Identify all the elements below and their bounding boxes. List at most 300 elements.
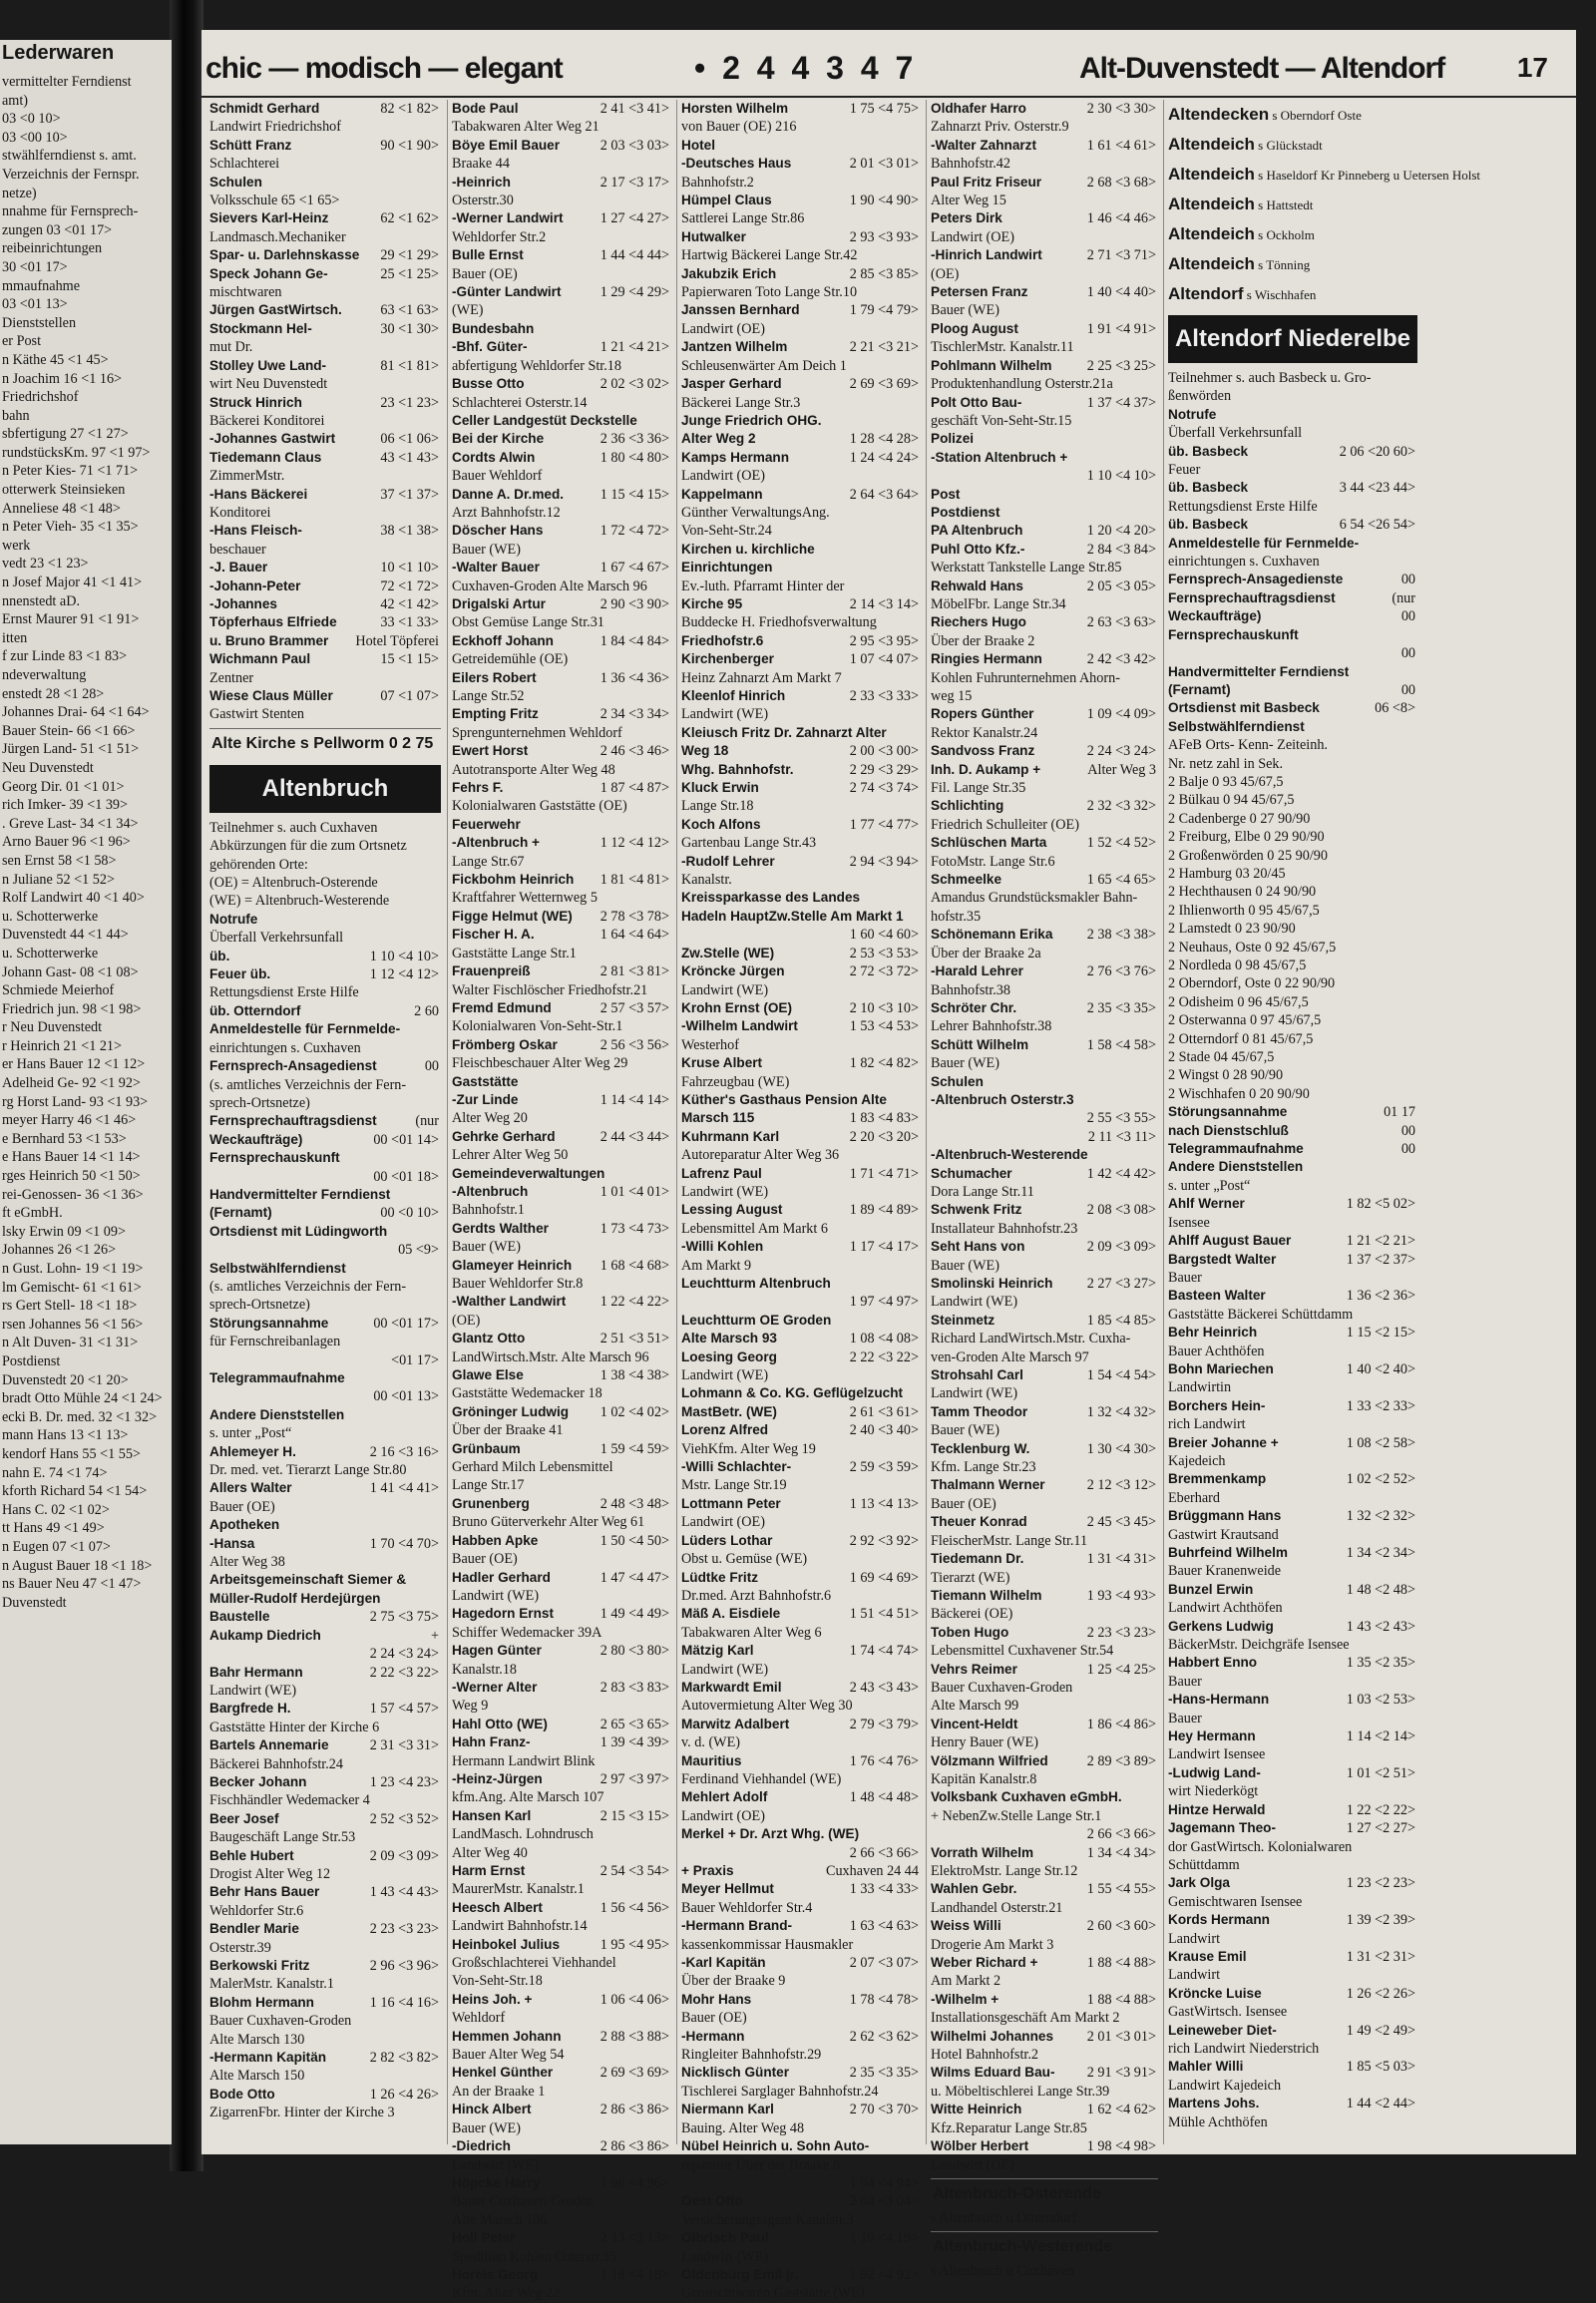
entry-detail: Osterstr.30 bbox=[452, 192, 514, 209]
entry-detail: Bauer (OE) bbox=[452, 265, 518, 282]
entry-detail: 2 Hamburg 03 20/45 bbox=[1168, 865, 1286, 882]
listing-entry bbox=[452, 999, 671, 1017]
entry-detail: Landwirt (OE) bbox=[681, 320, 765, 337]
entry-name: Stockmann Hel- bbox=[209, 320, 312, 336]
entry-name: Loesing Georg bbox=[681, 1348, 777, 1364]
entry-number: 1 88 <4 88> bbox=[1086, 1991, 1156, 2008]
entry-detail: Bauer Kranenweide bbox=[1168, 1563, 1282, 1580]
entry-number: 2 70 <3 70> bbox=[849, 2102, 919, 2118]
entry-name: Jantzen Wilhelm bbox=[681, 339, 788, 355]
left-page-line: Friedrich jun. 98 <1 98> bbox=[2, 1000, 142, 1017]
listing-entry bbox=[452, 1495, 671, 1513]
left-page-line: mmaufnahme bbox=[2, 277, 81, 294]
left-page-line: e Hans Bauer 14 <1 14> bbox=[2, 1149, 141, 1166]
listing-entry bbox=[1168, 1727, 1417, 1745]
entry-number: 1 27 <2 27> bbox=[1346, 1820, 1415, 1837]
listing-entry bbox=[931, 1788, 1158, 1806]
left-page-line: tt Hans 49 <1 49> bbox=[2, 1520, 105, 1537]
entry-number: 1 53 <4 53> bbox=[849, 1018, 919, 1035]
entry-detail: Spedition Kohlen Osterstr.35 bbox=[452, 2248, 617, 2265]
listing-entry bbox=[209, 2049, 441, 2067]
listing-entry bbox=[452, 522, 671, 540]
entry-name: Harm Ernst bbox=[452, 1863, 526, 1878]
listing-entry bbox=[931, 834, 1158, 852]
entry-name: Müller-Rudolf Herdejürgen bbox=[209, 1590, 381, 1606]
entry-detail: Bauer (WE) bbox=[931, 1257, 999, 1274]
entry-name: üb. Basbeck bbox=[1168, 480, 1249, 496]
entry-name: Bundesbahn bbox=[452, 320, 535, 336]
entry-number: 2 44 <3 44> bbox=[599, 1128, 669, 1145]
listing-entry bbox=[1168, 626, 1417, 644]
left-page-line: lm Gemischt- 61 <1 61> bbox=[2, 1279, 142, 1296]
entry-number: 1 85 <4 85> bbox=[1086, 1312, 1156, 1329]
listing-entry bbox=[931, 100, 1158, 118]
listing-entry bbox=[452, 209, 671, 227]
left-page-line: r Heinrich 21 <1 21> bbox=[2, 1037, 123, 1054]
entry-detail: Volksschule 65 <1 65> bbox=[209, 192, 340, 209]
left-page-line: u. Schotterwerke bbox=[2, 945, 99, 961]
listing-entry bbox=[681, 228, 921, 246]
left-page-line: Hans C. 02 <1 02> bbox=[2, 1501, 110, 1518]
listing-entry bbox=[681, 559, 921, 576]
entry-name: Strohsahl Carl bbox=[931, 1367, 1023, 1383]
entry-number: 1 43 <4 43> bbox=[369, 1884, 439, 1901]
entry-number: 2 11 <3 11> bbox=[1087, 1128, 1156, 1145]
listing-entry bbox=[452, 595, 671, 613]
entry-name: Speck Johann Ge- bbox=[209, 265, 328, 281]
listing-entry bbox=[1168, 1232, 1417, 1250]
left-page-line: ecki B. Dr. med. 32 <1 32> bbox=[2, 1408, 158, 1425]
left-page-line: e Bernhard 53 <1 53> bbox=[2, 1130, 127, 1147]
entry-detail: (OE) bbox=[931, 265, 960, 282]
place-name: Altendeich bbox=[1168, 254, 1255, 273]
entry-number: 01 17 bbox=[1384, 1104, 1415, 1121]
listing-entry bbox=[931, 871, 1158, 889]
entry-name: Völzmann Wilfried bbox=[931, 1752, 1048, 1768]
entry-number: 1 17 <4 17> bbox=[849, 1239, 919, 1256]
entry-detail: Bauer (OE) bbox=[209, 1498, 275, 1515]
listing-entry bbox=[1168, 443, 1417, 461]
entry-number bbox=[919, 137, 921, 155]
entry-name: Sandvoss Franz bbox=[931, 743, 1035, 759]
entry-name: -Walther Landwirt bbox=[452, 1294, 567, 1310]
entry-detail: Kolonialwaren Gaststätte (OE) bbox=[452, 798, 627, 815]
entry-name: Polt Otto Bau- bbox=[931, 394, 1022, 410]
entry-name: Alter Weg 2 bbox=[681, 431, 756, 447]
listing-entry bbox=[452, 1733, 671, 1751]
listing-entry bbox=[1168, 1874, 1417, 1892]
entry-detail: Bauer bbox=[1168, 1710, 1202, 1727]
listing-entry bbox=[209, 320, 441, 338]
entry-name: Janssen Bernhard bbox=[681, 302, 800, 318]
listing-entry bbox=[452, 1716, 671, 1733]
entry-number: 2 22 <3 22> bbox=[369, 1664, 439, 1681]
entry-detail: Autovermietung Alter Weg 30 bbox=[681, 1698, 853, 1715]
entry-number bbox=[439, 1186, 441, 1204]
entry-name: Telegrammaufnahme bbox=[209, 1370, 345, 1385]
entry-detail: Am Markt 9 bbox=[681, 1257, 752, 1274]
entry-detail: Bäckerei (OE) bbox=[931, 1606, 1013, 1623]
entry-detail: Schiffer Wedemacker 39A bbox=[452, 1624, 602, 1641]
entry-number bbox=[1156, 1091, 1158, 1109]
entry-detail: Henry Bauer (WE) bbox=[931, 1734, 1038, 1751]
listing-entry bbox=[931, 320, 1158, 338]
entry-number: 2 43 <3 43> bbox=[849, 1679, 919, 1696]
entry-name: -Wilhelm Landwirt bbox=[681, 1018, 798, 1034]
entry-name: Tamm Theodor bbox=[931, 1403, 1028, 1419]
entry-name: Busse Otto bbox=[452, 376, 525, 392]
entry-number: 2 27 <3 27> bbox=[1086, 1276, 1156, 1292]
entry-name: Brüggmann Hans bbox=[1168, 1508, 1282, 1524]
entry-name: Bendler Marie bbox=[209, 1921, 299, 1937]
entry-name: Kleiusch Fritz Dr. Zahnarzt Alter bbox=[681, 724, 887, 740]
listing-entry bbox=[931, 1550, 1158, 1568]
entry-detail: Papierwaren Toto Lange Str.10 bbox=[681, 284, 858, 301]
entry-number: 1 26 <2 26> bbox=[1346, 1985, 1415, 2002]
entry-name: Vehrs Reimer bbox=[931, 1661, 1017, 1677]
entry-number: 1 07 <4 07> bbox=[849, 651, 919, 668]
entry-name: Bartels Annemarie bbox=[209, 1737, 329, 1753]
entry-number: 2 69 <3 69> bbox=[849, 376, 919, 393]
entry-number: 06 <8> bbox=[1375, 700, 1415, 717]
place-reference bbox=[1168, 100, 1417, 130]
listing-entry bbox=[931, 2101, 1158, 2118]
entry-number: 2 04 <3 04> bbox=[849, 2193, 919, 2210]
listing-entry bbox=[209, 137, 441, 155]
listing-entry bbox=[681, 2229, 921, 2247]
entry-number: 2 10 <3 10> bbox=[849, 999, 919, 1016]
entry-detail: Feuer bbox=[1168, 462, 1201, 479]
listing-entry bbox=[209, 1387, 441, 1405]
listing-entry bbox=[209, 430, 441, 448]
entry-detail: 2 Osterwanna 0 97 45/67,5 bbox=[1168, 1012, 1322, 1029]
entry-detail: Tabakwaren Alter Weg 21 bbox=[452, 119, 599, 136]
entry-detail: Bauer Wehldorf bbox=[452, 468, 543, 485]
entry-name: u. Bruno Brammer bbox=[209, 632, 329, 648]
entry-name: Schlichting bbox=[931, 798, 1004, 814]
entry-detail: Richard LandWirtsch.Mstr. Cuxha- bbox=[931, 1331, 1131, 1347]
entry-name: üb. Basbeck bbox=[1168, 517, 1249, 533]
listing-entry bbox=[681, 853, 921, 871]
entry-name: -Werner Landwirt bbox=[452, 210, 564, 226]
entry-name: Jagemann Theo- bbox=[1168, 1820, 1277, 1836]
listing-entry bbox=[681, 449, 921, 467]
listing-entry bbox=[209, 1369, 441, 1387]
entry-detail: Dora Lange Str.11 bbox=[931, 1183, 1034, 1200]
entry-number: 81 <1 81> bbox=[380, 357, 439, 374]
entry-number: 1 44 <4 44> bbox=[599, 247, 669, 264]
entry-detail: Versicherungsagent Kanalstr.3 bbox=[681, 2211, 854, 2228]
entry-name: Kirche 95 bbox=[681, 595, 743, 611]
listing-entry bbox=[681, 412, 921, 430]
entry-number: 1 51 <4 51> bbox=[849, 1606, 919, 1623]
entry-number: 2 45 <3 45> bbox=[1086, 1514, 1156, 1531]
listing-entry bbox=[931, 1073, 1158, 1091]
entry-detail: FleischerMstr. Lange Str.11 bbox=[931, 1532, 1088, 1549]
entry-name: Sievers Karl-Heinz bbox=[209, 210, 329, 226]
entry-detail: Mstr. Lange Str.19 bbox=[681, 1477, 787, 1494]
entry-detail: Landwirt (OE) bbox=[931, 2156, 1014, 2173]
entry-number: 42 <1 42> bbox=[380, 595, 439, 612]
entry-detail: Bauer (WE) bbox=[931, 302, 999, 319]
listing-entry bbox=[1168, 2022, 1417, 2040]
entry-number bbox=[919, 541, 921, 559]
entry-number: 2 57 <3 57> bbox=[599, 999, 669, 1016]
listing-entry bbox=[681, 1788, 921, 1806]
entry-number: 1 91 <4 91> bbox=[1086, 320, 1156, 337]
entry-number: 1 49 <4 49> bbox=[599, 1606, 669, 1623]
entry-name: Bargstedt Walter bbox=[1168, 1251, 1277, 1267]
entry-name: -Hinrich Landwirt bbox=[931, 247, 1042, 263]
entry-number: 1 72 <4 72> bbox=[599, 523, 669, 540]
entry-detail: Schlachterei Osterstr.14 bbox=[452, 394, 588, 411]
listing-entry bbox=[209, 650, 441, 668]
entry-detail: Landwirt bbox=[1168, 1967, 1221, 1984]
listing-entry bbox=[209, 1315, 441, 1333]
listing-entry bbox=[931, 394, 1158, 412]
entry-number: 2 23 <3 23> bbox=[1086, 1624, 1156, 1641]
entry-number: 1 94 <4 94> bbox=[849, 2174, 919, 2191]
entry-number: 2 35 <3 35> bbox=[849, 2065, 919, 2082]
entry-name: Ortsdienst mit Basbeck bbox=[1168, 700, 1320, 716]
listing-entry bbox=[452, 779, 671, 797]
listing-entry bbox=[1168, 1507, 1417, 1525]
entry-number: 37 <1 37> bbox=[380, 486, 439, 503]
listing-entry bbox=[452, 669, 671, 687]
listing-entry bbox=[931, 999, 1158, 1017]
entry-detail: Zentner bbox=[209, 669, 254, 686]
entry-number: 2 91 <3 91> bbox=[1086, 2065, 1156, 2082]
entry-detail: Braake 44 bbox=[452, 156, 510, 173]
listing-entry bbox=[452, 2101, 671, 2118]
entry-number: 1 60 <4 60> bbox=[849, 927, 919, 944]
entry-number: 1 42 <4 42> bbox=[1086, 1165, 1156, 1182]
entry-number: 1 52 <4 52> bbox=[1086, 835, 1156, 852]
listing-entry bbox=[681, 1642, 921, 1660]
entry-number: 2 07 <3 07> bbox=[849, 1955, 919, 1972]
listing-entry bbox=[681, 1128, 921, 1146]
entry-number: 2 24 <3 24> bbox=[369, 1646, 439, 1663]
entry-detail: (WE) bbox=[452, 302, 484, 319]
entry-number bbox=[669, 816, 671, 834]
entry-name: Schulen bbox=[209, 174, 262, 190]
entry-number: 2 82 <3 82> bbox=[369, 2050, 439, 2067]
entry-name: Selbstwählferndienst bbox=[209, 1260, 346, 1276]
listing-entry bbox=[452, 174, 671, 192]
listing-entry bbox=[681, 1165, 921, 1183]
listing-entry bbox=[681, 1825, 921, 1843]
listing-entry bbox=[209, 1241, 441, 1259]
entry-number: 1 70 <4 70> bbox=[369, 1535, 439, 1552]
listing-entry bbox=[209, 265, 441, 283]
entry-detail: MöbelFbr. Lange Str.34 bbox=[931, 595, 1066, 612]
entry-name: -Bhf. Güter- bbox=[452, 339, 528, 355]
entry-detail: (OE) = Altenbruch-Osterende bbox=[209, 875, 378, 892]
entry-number: 1 37 <2 37> bbox=[1346, 1251, 1415, 1268]
entry-name: Bei der Kirche bbox=[452, 431, 545, 447]
entry-name: -Hermann Kapitän bbox=[209, 2050, 327, 2066]
entry-number: 1 06 <4 06> bbox=[599, 1991, 669, 2008]
left-page-line: n Joachim 16 <1 16> bbox=[2, 370, 123, 387]
entry-name: Alte Marsch 93 bbox=[681, 1331, 777, 1346]
entry-number: 1 10 <4 10> bbox=[369, 948, 439, 964]
entry-detail: 2 Balje 0 93 45/67,5 bbox=[1168, 773, 1284, 790]
entry-name: Gerdts Walther bbox=[452, 1220, 549, 1236]
entry-number: 2 02 <3 02> bbox=[599, 376, 669, 393]
listing-entry bbox=[209, 301, 441, 319]
left-page-line: mann Hans 13 <1 13> bbox=[2, 1427, 129, 1444]
listing-entry bbox=[681, 1495, 921, 1513]
entry-detail: Arzt Bahnhofstr.12 bbox=[452, 504, 561, 521]
listing-entry bbox=[681, 1275, 921, 1293]
listing-entry bbox=[931, 705, 1158, 723]
entry-name: -Willi Schlachter- bbox=[681, 1459, 792, 1475]
listing-entry bbox=[1168, 1360, 1417, 1378]
entry-number: 2 60 bbox=[414, 1002, 439, 1019]
entry-name: Nicklisch Günter bbox=[681, 2065, 790, 2081]
entry-detail: Teilnehmer s. auch Basbeck u. Gro- bbox=[1168, 370, 1372, 386]
listing-entry bbox=[209, 394, 441, 412]
listing-entry bbox=[452, 246, 671, 264]
entry-detail: Landwirt (WE) bbox=[681, 1183, 769, 1200]
entry-detail: (WE) = Altenbruch-Westerende bbox=[209, 893, 390, 910]
entry-name: Glameyer Heinrich bbox=[452, 1257, 573, 1273]
entry-name: Lottmann Peter bbox=[681, 1495, 781, 1511]
left-page-line: n August Bauer 18 <1 18> bbox=[2, 1557, 153, 1574]
listing-entry bbox=[452, 1936, 671, 1954]
entry-number: 2 72 <3 72> bbox=[849, 963, 919, 980]
entry-name: Leineweber Diet- bbox=[1168, 2022, 1277, 2038]
entry-detail: rich Landwirt bbox=[1168, 1416, 1246, 1433]
left-page-line: rg Horst Land- 93 <1 93> bbox=[2, 1093, 149, 1110]
entry-name: Lüders Lothar bbox=[681, 1532, 773, 1548]
entry-number: 2 60 <3 60> bbox=[1086, 1918, 1156, 1935]
entry-name: Hinck Albert bbox=[452, 2102, 532, 2117]
listing-entry bbox=[681, 926, 921, 944]
listing-entry bbox=[209, 1810, 441, 1828]
entry-name: Postdienst bbox=[931, 504, 1000, 520]
listing-entry bbox=[209, 1590, 441, 1608]
entry-number: 2 93 <3 93> bbox=[849, 228, 919, 245]
listing-entry bbox=[452, 2266, 671, 2284]
entry-name: Fischer H. A. bbox=[452, 927, 535, 943]
column-1 bbox=[205, 100, 441, 2144]
entry-detail: von Bauer (OE) 216 bbox=[681, 119, 797, 136]
entry-name: Hemmen Johann bbox=[452, 2028, 562, 2044]
left-page-line: rsen Johannes 56 <1 56> bbox=[2, 1316, 144, 1333]
entry-number: 1 49 <2 49> bbox=[1346, 2022, 1415, 2039]
left-page-line: er Post bbox=[2, 333, 42, 350]
entry-name: Jark Olga bbox=[1168, 1875, 1230, 1891]
entry-name: Oldenburg Emil jr. bbox=[681, 2266, 799, 2282]
entry-name: Smolinski Heinrich bbox=[931, 1276, 1053, 1291]
entry-detail: Drogist Alter Weg 12 bbox=[209, 1865, 331, 1882]
listing-entry bbox=[209, 687, 441, 705]
entry-number: 29 <1 29> bbox=[380, 247, 439, 264]
entry-detail: Gaststätte Hinter der Kirche 6 bbox=[209, 1719, 380, 1735]
entry-detail: Lehrer Bahnhofstr.38 bbox=[931, 1018, 1052, 1035]
entry-detail: s. unter „Post“ bbox=[209, 1425, 292, 1442]
entry-number: 1 85 <5 03> bbox=[1346, 2059, 1415, 2076]
entry-name: Hintze Herwald bbox=[1168, 1801, 1266, 1817]
listing-entry bbox=[681, 1238, 921, 1256]
entry-name: Heesch Albert bbox=[452, 1899, 543, 1915]
entry-name: Nübel Heinrich u. Sohn Auto- bbox=[681, 2138, 870, 2154]
listing-entry bbox=[452, 1532, 671, 1550]
entry-number bbox=[669, 1165, 671, 1183]
left-page-line: n Alt Duven- 31 <1 31> bbox=[2, 1335, 139, 1351]
listing-entry bbox=[452, 486, 671, 504]
listing-entry bbox=[209, 1131, 441, 1149]
listing-entry bbox=[931, 1917, 1158, 1935]
entry-name: Kirchen u. kirchliche bbox=[681, 541, 815, 557]
entry-detail: Alter Weg 20 bbox=[452, 1110, 528, 1127]
listing-entry bbox=[209, 965, 441, 983]
entry-number: 1 46 <4 46> bbox=[1086, 210, 1156, 227]
entry-detail: Gartenbau Lange Str.43 bbox=[681, 835, 817, 852]
entry-detail: Gerhard Milch Lebensmittel bbox=[452, 1459, 613, 1476]
left-page-line: ndeverwaltung bbox=[2, 667, 87, 683]
entry-number: 2 59 <3 59> bbox=[849, 1459, 919, 1476]
entry-detail: Lange Str.17 bbox=[452, 1477, 525, 1494]
listing-entry bbox=[681, 1679, 921, 1697]
entry-number: 07 <1 07> bbox=[380, 688, 439, 704]
listing-entry bbox=[1168, 516, 1417, 534]
listing-entry bbox=[931, 1275, 1158, 1293]
entry-name: Bunzel Erwin bbox=[1168, 1581, 1254, 1597]
entry-number: 2 89 <3 89> bbox=[1086, 1752, 1156, 1769]
entry-name: Bremmenkamp bbox=[1168, 1471, 1267, 1487]
entry-name: Kuhrmann Karl bbox=[681, 1128, 780, 1144]
entry-number: (nur bbox=[1392, 589, 1415, 606]
entry-detail: Obst Gemüse Lange Str.31 bbox=[452, 614, 604, 631]
left-page-line: Jürgen Land- 51 <1 51> bbox=[2, 741, 140, 758]
listing-entry bbox=[452, 1165, 671, 1183]
entry-name: Küther's Gasthaus Pension Alte bbox=[681, 1091, 887, 1107]
entry-name: Döscher Hans bbox=[452, 523, 544, 539]
entry-number: 2 90 <3 90> bbox=[599, 595, 669, 612]
entry-detail: Ferdinand Viehhandel (WE) bbox=[681, 1770, 842, 1787]
entry-name: Thalmann Werner bbox=[931, 1477, 1045, 1493]
entry-name: Borchers Hein- bbox=[1168, 1397, 1266, 1413]
entry-detail: 2 Nordleda 0 98 45/67,5 bbox=[1168, 958, 1307, 973]
entry-number: 1 14 <2 14> bbox=[1346, 1728, 1415, 1745]
entry-number: 1 02 <2 52> bbox=[1346, 1471, 1415, 1488]
entry-number: 2 23 <3 23> bbox=[369, 1921, 439, 1938]
left-page-line: werk bbox=[2, 537, 31, 554]
left-page-line: vedt 23 <1 23> bbox=[2, 556, 89, 573]
listing-entry bbox=[209, 1204, 441, 1222]
entry-number: 1 12 <4 12> bbox=[599, 835, 669, 852]
listing-entry bbox=[681, 265, 921, 283]
listing-entry bbox=[209, 948, 441, 965]
entry-number: Alter Weg 3 bbox=[1087, 761, 1156, 778]
listing-entry bbox=[452, 100, 671, 118]
entry-number: 2 31 <3 31> bbox=[369, 1737, 439, 1754]
entry-number: 1 23 <2 23> bbox=[1346, 1875, 1415, 1892]
listing-entry bbox=[209, 1443, 441, 1461]
entry-name: Wilhelmi Johannes bbox=[931, 2028, 1054, 2044]
listing-entry bbox=[931, 1146, 1158, 1164]
left-page-line: f zur Linde 83 <1 83> bbox=[2, 648, 128, 665]
entry-detail: Alter Weg 15 bbox=[931, 192, 1006, 209]
left-page-line: Schmiede Meierhof bbox=[2, 982, 115, 999]
entry-number: 1 35 <2 35> bbox=[1346, 1655, 1415, 1672]
entry-name: Gaststätte bbox=[452, 1073, 519, 1089]
entry-name: Schwenk Fritz bbox=[931, 1202, 1022, 1218]
entry-number: 1 27 <4 27> bbox=[599, 210, 669, 227]
entry-name: Lafrenz Paul bbox=[681, 1165, 762, 1181]
